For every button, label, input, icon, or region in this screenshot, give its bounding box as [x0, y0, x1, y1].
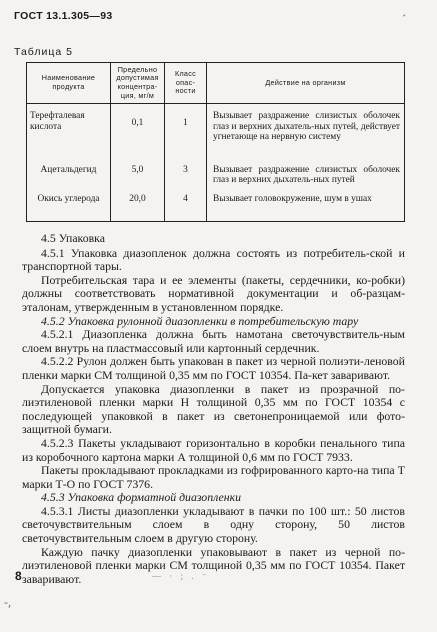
- paragraph: 4.5.1 Упаковка диазопленок должна состоять из потребитель-ской и транспортной тары.: [22, 245, 405, 274]
- paragraph: Пакеты прокладывают прокладками из гофрированного карто-на типа Т марки Т-О по ГОСТ 7376.: [22, 463, 405, 491]
- concentration: 5,0: [111, 162, 165, 192]
- header-product: Наименование продукта: [27, 63, 111, 104]
- paragraph: 4.5.3.1 Листы диазопленки укладывают в пачки по 100 шт.: 50 листов светочувствительным слоем в одну сторону, 50 листов светочувствительным слоем в другую сторону.: [22, 503, 405, 546]
- paragraph: Потребительская тара и ее элементы (пакеты, сердечники, ко-робки) должны соответствовать нормативной документации и об-разцам-эталонам, утвержденным в установленном порядке.: [22, 272, 405, 314]
- paragraph: Допускается упаковка диазопленки в пакет из прозрачной по-лиэтиленовой пленки марки Н толщиной 0,35 мм по ГОСТ 10354 с последующей упаковкой в пакет из светонепроницаемой или фото-защитной бумаги.: [22, 381, 405, 437]
- subsection-heading: 4.5.2 Упаковка рулонной диазопленки в потребительскую тару: [41, 313, 359, 328]
- effect: Вызывает раздражение слизистых оболочек глаз и верхних дыхатель-ных путей, действует угнетающе на нервную систему: [207, 104, 405, 162]
- table-header-row: [27, 63, 405, 104]
- hazard-class: 4: [165, 192, 207, 222]
- margin-mark: -,: [4, 595, 11, 609]
- table-row: [27, 162, 405, 192]
- hazard-class: 1: [165, 104, 207, 162]
- paragraph: 4.5.2.2 Рулон должен быть упакован в пакет из черной полиэти-леновой пленки марки СМ толщиной 0,35 мм по ГОСТ 10354. Па-кет заваривают.: [22, 354, 405, 382]
- page-number: 8: [15, 569, 22, 583]
- data-table: [26, 62, 405, 222]
- header-hazard-class: Класс опас-ности: [165, 63, 207, 104]
- subsection-heading: 4.5.3 Упаковка форматной диазопленки: [41, 490, 242, 505]
- header-concentration: Предельно допустимая концентра-ция, мг/м: [111, 63, 165, 104]
- table-row: [27, 104, 405, 162]
- document-header: ГОСТ 13.1.305—93: [14, 10, 113, 22]
- paragraph: 4.5.2.3 Пакеты укладывают горизонтально в коробки пенального типа из коробочного картона марки А толщиной 0,6 мм по ГОСТ 7933.: [22, 435, 405, 464]
- concentration: 0,1: [111, 104, 165, 162]
- header-effect: Действие на организм: [207, 63, 405, 104]
- table-caption: Таблица 5: [14, 46, 73, 58]
- table-row: [27, 192, 405, 222]
- effect: Вызывает головокружение, шум в ушах: [207, 192, 405, 222]
- body-text: [22, 232, 405, 586]
- hazard-class: 3: [165, 162, 207, 192]
- corner-mark: ˊ: [402, 12, 406, 26]
- paragraph: Каждую пачку диазопленки упаковывают в пакет из черной по-лиэтиленовой пленки марки СМ толщиной 0,35 мм по ГОСТ 10354. Пакет заваривают.: [22, 544, 405, 586]
- effect: Вызывает раздражение слизистых оболочек глаз и верхних дыхатель-ных путей: [207, 162, 405, 192]
- concentration: 20,0: [111, 192, 165, 222]
- paragraph: 4.5.2.1 Диазопленка должна быть намотана светочувствитель-ным слоем внутрь на пластмассовый или картонный сердечник.: [22, 327, 405, 355]
- product-name: Терефталевая кислота: [27, 104, 111, 162]
- footer-smudge: — · ; . ⁻: [152, 571, 210, 581]
- section-heading: 4.5 Упаковка: [41, 231, 105, 245]
- product-name: Ацетальдегид: [27, 162, 111, 192]
- product-name: Окись углерода: [27, 192, 111, 222]
